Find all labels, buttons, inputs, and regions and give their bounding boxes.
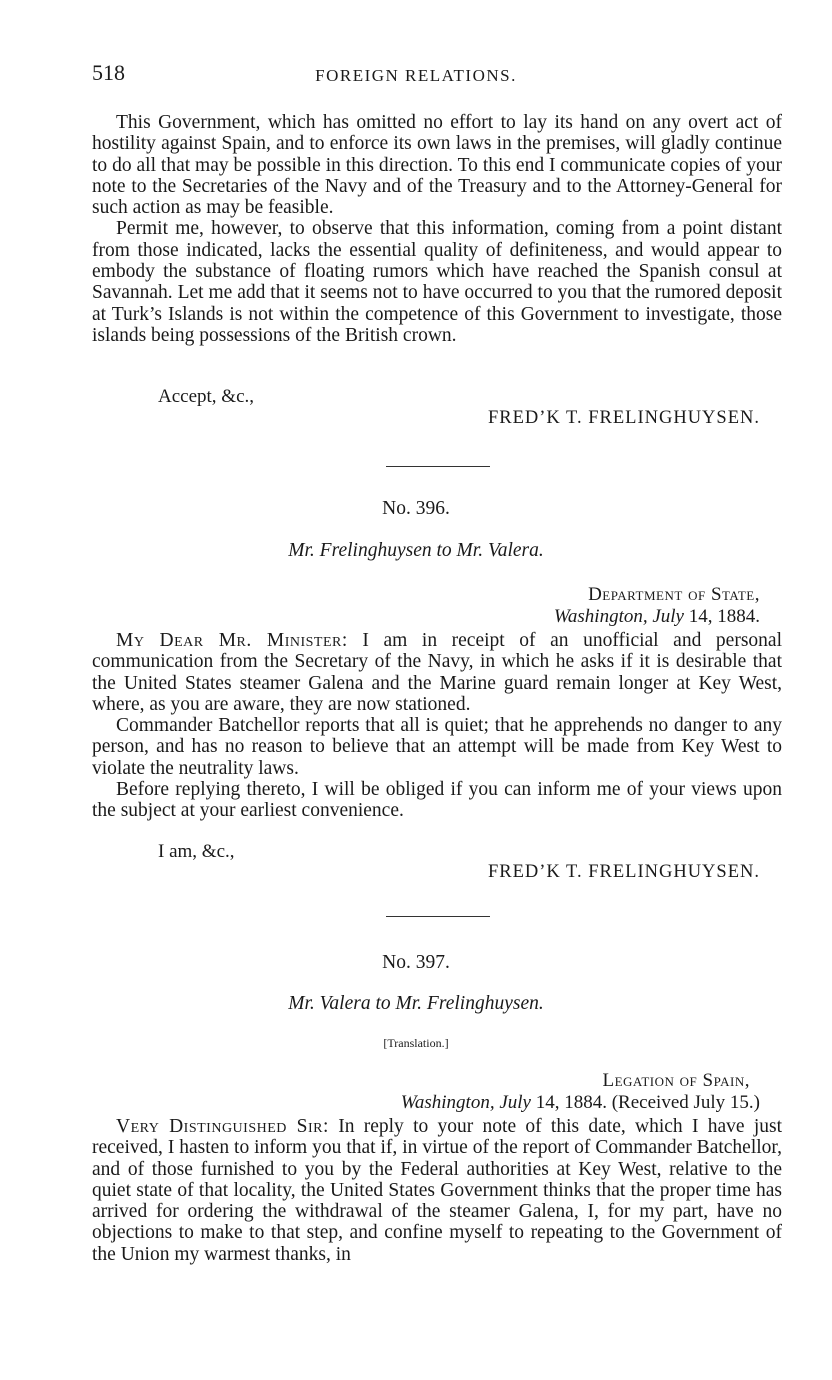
paragraph: Permit me, however, to observe that this information, coming from a point distant from those indicated, lacks the essential quality of definiteness, and would appear to embody the substance of floating rumors which have reached the Spanish consul at Savannah. Let me add that it seems not to have occurred to you that the rumored deposit at Turk’s Islands is not within the competence of this Government to investigate, those islands being possessions of the British crown. [92,218,782,346]
signature: FRED’K T. FRELINGHUYSEN. [487,408,760,428]
paragraph: This Government, which has omitted no effort to lay its hand on any overt act of hostility against Spain, and to enforce its own laws in the premises, will gladly continue to do all that may be possible in this direction. To this end I communicate copies of your note to the Secretaries of the Navy and of the Treasury and to the Attorney-General for such action as may be feasible. [92,112,782,219]
paragraph [92,1116,782,1265]
document-number: No. 397. [382,952,450,973]
place-date-italic: Washington, July [553,606,684,627]
paragraph: Commander Batchellor reports that all is quiet; that he apprehends no danger to any person, and has no reason to believe that an attempt will be made from Key West to violate the neutrality laws. [92,715,782,779]
letter-396-body [92,630,782,822]
salutation: Very Distinguished Sir: [116,1116,329,1137]
paragraph [92,630,782,715]
paragraph-text: In reply to your note of this date, which I have just received, I hasten to inform you that if, in virtue of the report of Commander Batchellor, and of those furnished to you by the Federal authorities at Key West, relative to the quiet state of that locality, the United States Government thinks that the proper time has arrived for ordering the withdrawal of the steamer Galena, I, for my part, have no objections to make to that step, and confine myself to repeating to the Government of the Union my warmest thanks, in [92,1116,782,1265]
page-header [0,60,832,94]
department: Department of State, [588,584,760,605]
letterhead [554,584,760,628]
closing: Accept, &c., [158,386,255,407]
place-date-italic: Washington, July [400,1092,531,1113]
divider [386,916,490,917]
date-rest: 14, 1884. (Received July 15.) [530,1092,760,1113]
letter-397-body [92,1116,782,1265]
place-date [401,1092,760,1114]
document-title: Mr. Valera to Mr. Frelinghuysen. [288,993,544,1014]
divider [386,466,490,467]
page-number: 518 [92,60,125,85]
place-date [554,606,760,628]
translation-note: [Translation.] [383,1036,449,1050]
letter-395-body [92,112,782,346]
paragraph-text: I am in receipt of an unofficial and personal communication from the Secretary of the Navy, in which he asks if it is desirable that the United States steamer Galena and the Marine guard remain longer at Key West, where, as you are aware, they are now stationed. [92,630,782,715]
letterhead [401,1070,760,1114]
salutation: My Dear Mr. Minister: [116,630,348,651]
signature: FRED’K T. FRELINGHUYSEN. [487,862,760,882]
closing: I am, &c., [158,841,235,862]
paragraph: Before replying thereto, I will be obliged if you can inform me of your views upon the subject at your earliest convenience. [92,779,782,822]
document-title: Mr. Frelinghuysen to Mr. Valera. [288,540,544,561]
date-rest: 14, 1884. [684,606,760,627]
running-title: FOREIGN RELATIONS. [315,66,517,85]
legation: Legation of Spain, [602,1070,750,1091]
document-number: No. 396. [382,498,450,519]
